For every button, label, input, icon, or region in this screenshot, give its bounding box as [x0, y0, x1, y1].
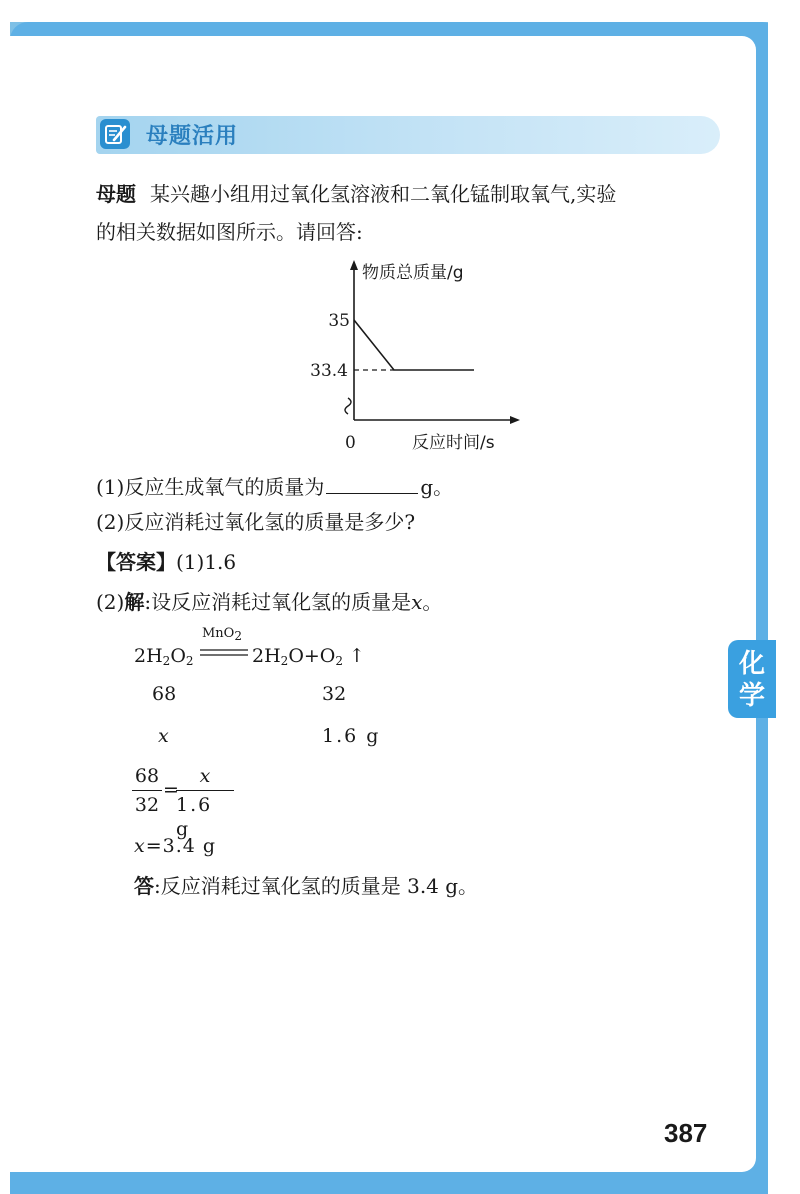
answer-line-1 — [96, 548, 236, 576]
pencil-note-icon — [100, 119, 130, 149]
question-1-suffix: g。 — [420, 475, 454, 499]
product-sub-1: 2 — [280, 654, 289, 668]
gas-arrow-icon: ↑ — [349, 645, 365, 667]
fraction-equals: = — [163, 779, 179, 801]
variable-right: 1.6 g — [322, 725, 381, 747]
question-1 — [96, 472, 453, 501]
conclusion-text: :反应消耗过氧化氢的质量是 3.4 g。 — [154, 874, 479, 898]
answer-2-end: 。 — [422, 590, 443, 614]
question-2: (2)反应消耗过氧化氢的质量是多少? — [96, 510, 416, 534]
result-value: =3.4 g — [145, 835, 217, 857]
page-left-margin — [0, 0, 10, 1194]
product-formula — [252, 644, 365, 673]
product-o: O+O — [288, 645, 336, 667]
y-axis-label: 物质总质量/g — [362, 263, 464, 283]
mass-time-chart — [290, 252, 520, 452]
answer-blank — [326, 472, 418, 494]
answer-line-2 — [96, 588, 442, 616]
y-axis-arrow — [350, 260, 358, 270]
reactant-h: 2H — [134, 645, 163, 667]
page-top-margin — [0, 0, 800, 22]
y-axis-break — [345, 398, 351, 414]
answer-label: 【答案】 — [96, 550, 176, 574]
problem-line-2: 的相关数据如图所示。请回答: — [96, 220, 363, 244]
fraction-left-denominator: 32 — [134, 794, 160, 816]
mass-left: 68 — [152, 683, 177, 705]
side-tab-char-1: 化 — [738, 649, 765, 679]
reactant-formula — [134, 644, 194, 673]
conclusion-label: 答 — [134, 874, 154, 898]
reactant-sub-2: 2 — [185, 654, 194, 668]
result-line — [134, 834, 216, 858]
problem-line-1 — [96, 180, 616, 208]
fraction-right-denominator: 1.6 g — [176, 794, 213, 840]
fraction-right-numerator: x — [199, 765, 211, 787]
mass-right: 32 — [322, 683, 347, 705]
answer-2-prefix: (2) — [96, 590, 125, 614]
side-tab-char-2: 学 — [738, 681, 765, 711]
reactant-o: O — [170, 645, 186, 667]
problem-text-1: 某兴趣小组用过氧化氢溶液和二氧化锰制取氧气,实验 — [150, 182, 617, 206]
answer-1: (1)1.6 — [176, 550, 237, 574]
answer-2-variable: x — [411, 590, 423, 614]
section-title: 母题活用 — [146, 124, 239, 149]
reactant-sub-1: 2 — [162, 654, 171, 668]
result-variable: x — [134, 835, 146, 857]
subject-side-tab-label — [734, 648, 770, 712]
y-tick-label-35: 35 — [328, 311, 350, 331]
conclusion-line — [134, 872, 478, 900]
product-h: 2H — [252, 645, 281, 667]
fraction-right — [176, 764, 234, 841]
catalyst-subscript: 2 — [234, 629, 242, 643]
fraction-left-bar — [132, 790, 162, 791]
question-1-prefix: (1)反应生成氧气的质量为 — [96, 475, 325, 499]
fraction-left-numerator: 68 — [134, 765, 160, 787]
page-right-margin — [768, 0, 800, 1194]
series-line-total-mass — [354, 320, 474, 370]
origin-label: 0 — [345, 433, 356, 452]
catalyst-text: MnO — [202, 626, 235, 641]
page-number: 387 — [664, 1118, 708, 1148]
variable-left: x — [158, 725, 169, 747]
fraction-left — [132, 764, 162, 817]
x-axis-arrow — [510, 416, 520, 424]
answer-2-text: :设反应消耗过氧化氢的质量是 — [144, 590, 412, 614]
problem-label: 母题 — [96, 182, 136, 206]
fraction-right-bar — [176, 790, 234, 791]
solution-label: 解 — [124, 590, 145, 614]
reaction-equals-sign — [200, 648, 248, 658]
catalyst-label — [202, 626, 242, 644]
x-axis-label: 反应时间/s — [412, 433, 495, 452]
y-tick-label-33-4: 33.4 — [310, 361, 348, 381]
product-sub-2: 2 — [335, 654, 344, 668]
